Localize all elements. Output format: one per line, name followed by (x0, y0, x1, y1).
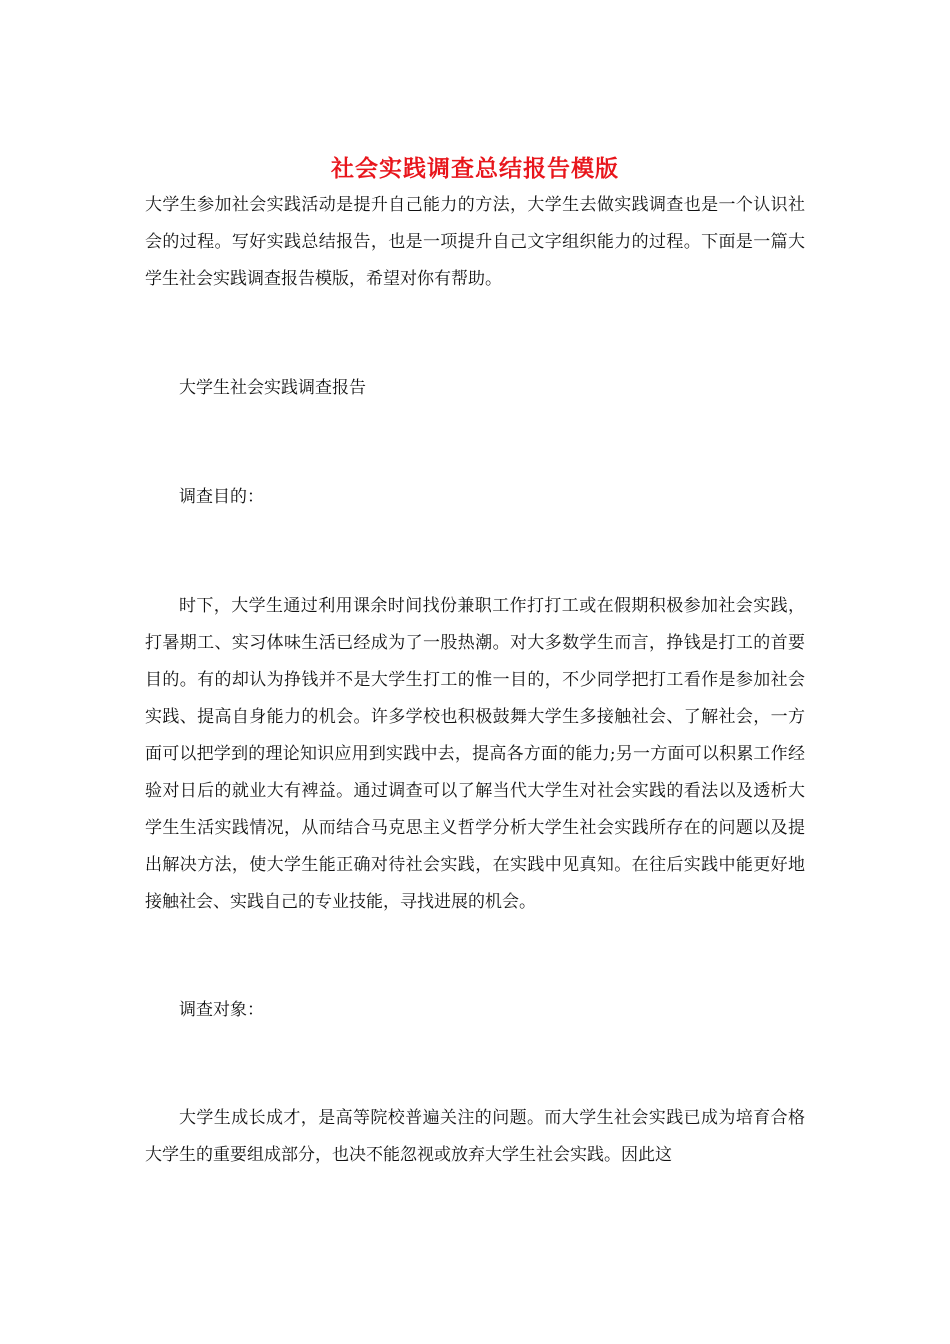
document-title: 社会实践调查总结报告模版 (331, 155, 619, 182)
spacer (145, 407, 805, 479)
report-heading: 大学生社会实践调查报告 (179, 378, 366, 398)
spacer (145, 921, 805, 992)
spacer (145, 1029, 805, 1100)
object-label: 调查对象： (179, 1000, 264, 1020)
spacer (145, 516, 805, 588)
purpose-paragraph: 时下，大学生通过利用课余时间找份兼职工作打打工或在假期积极参加社会实践，打暑期工、实习体味生活已经成为了一股热潮。对大多数学生而言，挣钱是打工的首要目的。有的却认为挣钱并不是大学生打工的惟一目的，不少同学把打工看作是参加社会实践、提高自身能力的机会。许多学校也积极鼓舞大学生多接触社会、了解社会，一方面可以把学到的理论知识应用到实践中去，提高各方面的能力;另一方面可以积累工作经验对日后的就业大有裨益。通过调查可以了解当代大学生对社会实践的看法以及透析大学生生活实践情况，从而结合马克思主义哲学分析大学生社会实践所存在的问题以及提出解决方法，使大学生能正确对待社会实践，在实践中见真知。在往后实践中能更好地接触社会、实践自己的专业技能，寻找进展的机会。 (145, 596, 805, 912)
intro-paragraph: 大学生参加社会实践活动是提升自己能力的方法，大学生去做实践调查也是一个认识社会的过程。写好实践总结报告，也是一项提升自己文字组织能力的过程。下面是一篇大学生社会实践调查报告模版，希望对你有帮助。 (145, 195, 805, 289)
document-page (145, 145, 805, 1174)
purpose-label: 调查目的： (179, 487, 264, 507)
spacer (145, 298, 805, 370)
object-paragraph: 大学生成长成才，是高等院校普遍关注的问题。而大学生社会实践已成为培育合格大学生的重要组成部分，也决不能忽视或放弃大学生社会实践。因此这 (145, 1108, 805, 1165)
